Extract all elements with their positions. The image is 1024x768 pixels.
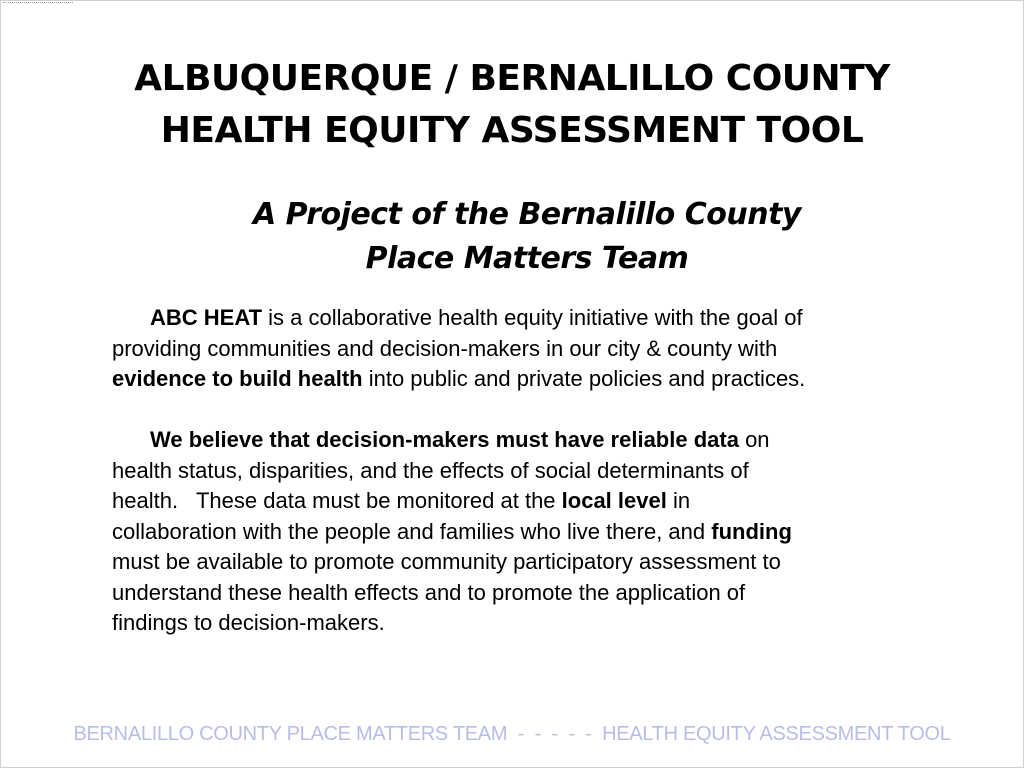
corner-mark	[3, 2, 73, 6]
paragraph-2-line-7: findings to decision-makers.	[112, 610, 385, 635]
paragraph-1-line-3	[112, 364, 952, 395]
paragraph-2-line-4-pre: collaboration with the people and families who live there, and	[112, 518, 712, 544]
slide-footer: BERNALILLO COUNTY PLACE MATTERS TEAM - - - - - HEALTH EQUITY ASSESSMENT TOOL	[73, 723, 951, 745]
paragraph-2-line-1-rest: on	[738, 427, 770, 452]
paragraph-1-line-3-rest: into public and private policies and practices.	[362, 366, 806, 391]
paragraph-2-line-3	[112, 486, 952, 517]
slide-subtitle	[1, 193, 1024, 281]
paragraph-2-line-5: must be available to promote community participatory assessment to	[112, 549, 781, 574]
paragraph-1-line-2: providing communities and decision-makers in our city & county with	[112, 335, 778, 361]
paragraph-2-line-2: health status, disparities, and the effects of social determinants of	[112, 457, 749, 483]
title-line-1: ALBUQUERQUE / BERNALILLO COUNTY	[134, 58, 890, 99]
subtitle-line-1: A Project of the Bernalillo County	[253, 197, 801, 232]
paragraph-gap	[112, 395, 952, 426]
paragraph-2-line-1	[112, 425, 952, 456]
belief-bold: We believe that decision-makers must have reliable data	[150, 427, 739, 452]
subtitle-line-2: Place Matters Team	[365, 241, 689, 276]
funding-bold: funding	[711, 518, 792, 544]
body-text	[112, 303, 952, 639]
paragraph-2-line-3-pre: health. These data must be monitored at the	[112, 488, 562, 513]
paragraph-1-line-1-rest: is a collaborative health equity initiative with the goal of	[262, 305, 803, 330]
paragraph-1-line-1	[112, 303, 952, 334]
local-level-bold: local level	[561, 488, 667, 513]
slide-title	[1, 53, 1023, 157]
paragraph-2-line-3-post: in	[666, 488, 691, 513]
paragraph-2-line-6: understand these health effects and to promote the application of	[112, 579, 746, 605]
paragraph-2-line-4	[112, 517, 952, 548]
title-line-2: HEALTH EQUITY ASSESSMENT TOOL	[160, 110, 864, 151]
evidence-bold: evidence to build health	[112, 366, 363, 391]
abc-heat-bold: ABC HEAT	[150, 305, 263, 330]
